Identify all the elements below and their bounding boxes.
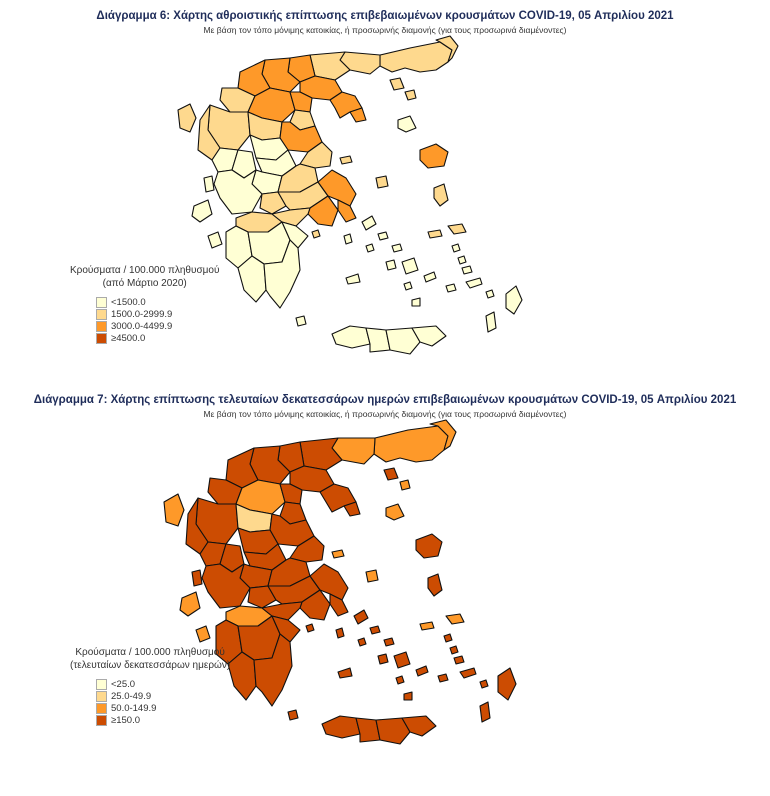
map2-subtitle: Με βάση τον τόπο μόνιμης κατοικίας, ή προσωρινής διαμονής (για τους προσωρινά διαμένοντες) <box>203 409 567 419</box>
map2-region-serres <box>300 438 342 470</box>
map1-region-milos <box>346 274 360 284</box>
map2-region-limnos <box>386 504 404 520</box>
map1-title: Διάγραμμα 6: Χάρτης αθροιστικής επίπτωσης επιβεβαιωμένων κρουσμάτων COVID-19, 05 Απριλίου 2021 <box>96 10 674 22</box>
map2-region-kythira <box>288 710 298 720</box>
map2-region-santorini <box>404 692 412 700</box>
map1-legend-label: 1500.0-2999.9 <box>111 308 173 320</box>
map1-region-kalymnos <box>462 266 472 274</box>
map1-legend-swatch <box>96 321 107 332</box>
map2-region-ikaria <box>420 622 434 630</box>
map1-region-aegina <box>312 230 320 238</box>
map1-region-amorgos <box>424 272 436 282</box>
map2-legend-item <box>96 714 230 726</box>
map2-legend-item <box>96 702 230 714</box>
map2-region-corfu <box>164 494 184 526</box>
map1-region-skyros <box>376 176 388 188</box>
map1-legend-item <box>96 296 219 308</box>
map2-greece-choropleth <box>0 380 770 796</box>
map1-region-mykonos <box>392 244 402 252</box>
map2-region-zakynthos <box>196 626 210 642</box>
map1-region-santorini <box>412 298 420 306</box>
map2-region-tinos <box>370 626 380 634</box>
map2-region-karpathos <box>480 702 490 722</box>
map1-legend-swatch <box>96 309 107 320</box>
map2-legend-label: 25.0-49.9 <box>111 690 152 702</box>
map2-legend-swatch <box>96 715 107 726</box>
map1-region-paros <box>386 260 396 270</box>
map1-region-thrace <box>380 42 452 72</box>
map2-region-skyros <box>366 570 378 582</box>
map1-region-limnos <box>398 116 416 132</box>
map2-region-astypalaia <box>438 674 448 682</box>
map1-legend-label: ≥4500.0 <box>111 332 146 344</box>
map1-region-leros <box>458 256 466 264</box>
map1-region-ios <box>404 282 412 290</box>
map1-region-lesvos <box>420 144 448 168</box>
map1-legend-item <box>96 320 219 332</box>
map2-legend <box>70 646 230 726</box>
map1-region-karpathos <box>486 312 496 332</box>
map1-region-crete-chania <box>332 326 370 348</box>
map1-legend-title-line1: Κρούσματα / 100.000 πληθυσμού <box>70 265 220 276</box>
map2-region-samothraki <box>400 480 410 490</box>
map2-legend-title-line2: (τελευταίων δεκατεσσάρων ημερών) <box>70 660 231 671</box>
map2-region-lesvos <box>416 534 442 558</box>
map2-region-amorgos <box>416 666 428 676</box>
map1-region-kythira <box>296 316 306 326</box>
map2-region-andros <box>354 610 368 624</box>
map1-region-astypalaia <box>446 284 456 292</box>
map2-legend-label: ≥150.0 <box>111 714 140 726</box>
map2-region-tilos <box>480 680 488 688</box>
map1-region-patmos <box>452 244 460 252</box>
map2-legend-title-line1: Κρούσματα / 100.000 πληθυσμού <box>75 647 225 658</box>
map1-region-corfu <box>178 104 196 132</box>
map2-title: Διάγραμμα 7: Χάρτης επίπτωσης τελευταίων δεκατεσσάρων ημερών επιβεβαιωμένων κρουσμάτων COVID-19, 05 Απριλίου 2021 <box>33 394 737 406</box>
map2-region-kalymnos <box>454 656 464 664</box>
map1-legend-label: 3000.0-4499.9 <box>111 320 173 332</box>
map1-legend-item <box>96 308 219 320</box>
map2-region-thrace <box>374 426 448 462</box>
map1-region-tilos <box>486 290 494 298</box>
map2-legend-swatch <box>96 679 107 690</box>
map1-region-rhodes <box>506 286 522 314</box>
map2-region-rhodes <box>498 668 516 700</box>
map2-legend-swatch <box>96 703 107 714</box>
map2-region-patmos <box>444 634 452 642</box>
map1-region-naxos <box>402 258 418 274</box>
map1-region-chios <box>434 184 448 206</box>
map1-legend <box>70 264 219 344</box>
map1-region-tinos <box>378 232 388 240</box>
map1-subtitle: Με βάση τον τόπο μόνιμης κατοικίας, ή προσωρινής διαμονής (για τους προσωρινά διαμένοντες) <box>203 25 567 35</box>
map2-region-kea <box>336 628 344 638</box>
map2-legend-label: <25.0 <box>111 678 136 690</box>
map2-region-paros <box>378 654 388 664</box>
map2-region-kefalonia <box>180 592 200 616</box>
map1-region-kos <box>466 278 482 288</box>
map2-region-chios <box>428 574 442 596</box>
map2-region-sporades <box>332 550 344 558</box>
map1-region-ikaria <box>428 230 442 238</box>
map1-region-thasos <box>390 78 404 90</box>
map2-region-kos <box>460 668 476 678</box>
map1-legend-label: <1500.0 <box>111 296 146 308</box>
map1-region-kea <box>344 234 352 244</box>
map1-region-samothraki <box>405 90 416 100</box>
map2-region-milos <box>338 668 352 678</box>
map1-legend-item <box>96 332 219 344</box>
map2-legend-item <box>96 690 230 702</box>
map1-legend-swatch <box>96 333 107 344</box>
map2-legend-item <box>96 678 230 690</box>
map2-region-leros <box>450 646 458 654</box>
map1-region-zakynthos <box>208 232 222 248</box>
map1-region-syros <box>366 244 374 252</box>
map1-region-lefkada <box>204 176 214 192</box>
map2-legend-swatch <box>96 691 107 702</box>
map2-region-lefkada <box>192 570 202 586</box>
map2-region-mykonos <box>384 638 394 646</box>
map2-region-aegina <box>306 624 314 632</box>
map2-legend-label: 50.0-149.9 <box>111 702 157 714</box>
map2-region-ios <box>396 676 404 684</box>
map2-region-thasos <box>384 468 398 480</box>
map2-region-syros <box>358 638 366 646</box>
map2-region-crete-chania <box>322 716 360 738</box>
map1-legend-swatch <box>96 297 107 308</box>
map1-region-andros <box>362 216 376 230</box>
map2-region-samos <box>446 614 464 624</box>
map1-region-samos <box>448 224 466 234</box>
map1-region-sporades <box>340 156 352 164</box>
map1-legend-title-line2: (από Μάρτιο 2020) <box>102 278 187 289</box>
map1-region-kefalonia <box>192 200 212 222</box>
map2-region-naxos <box>394 652 410 668</box>
